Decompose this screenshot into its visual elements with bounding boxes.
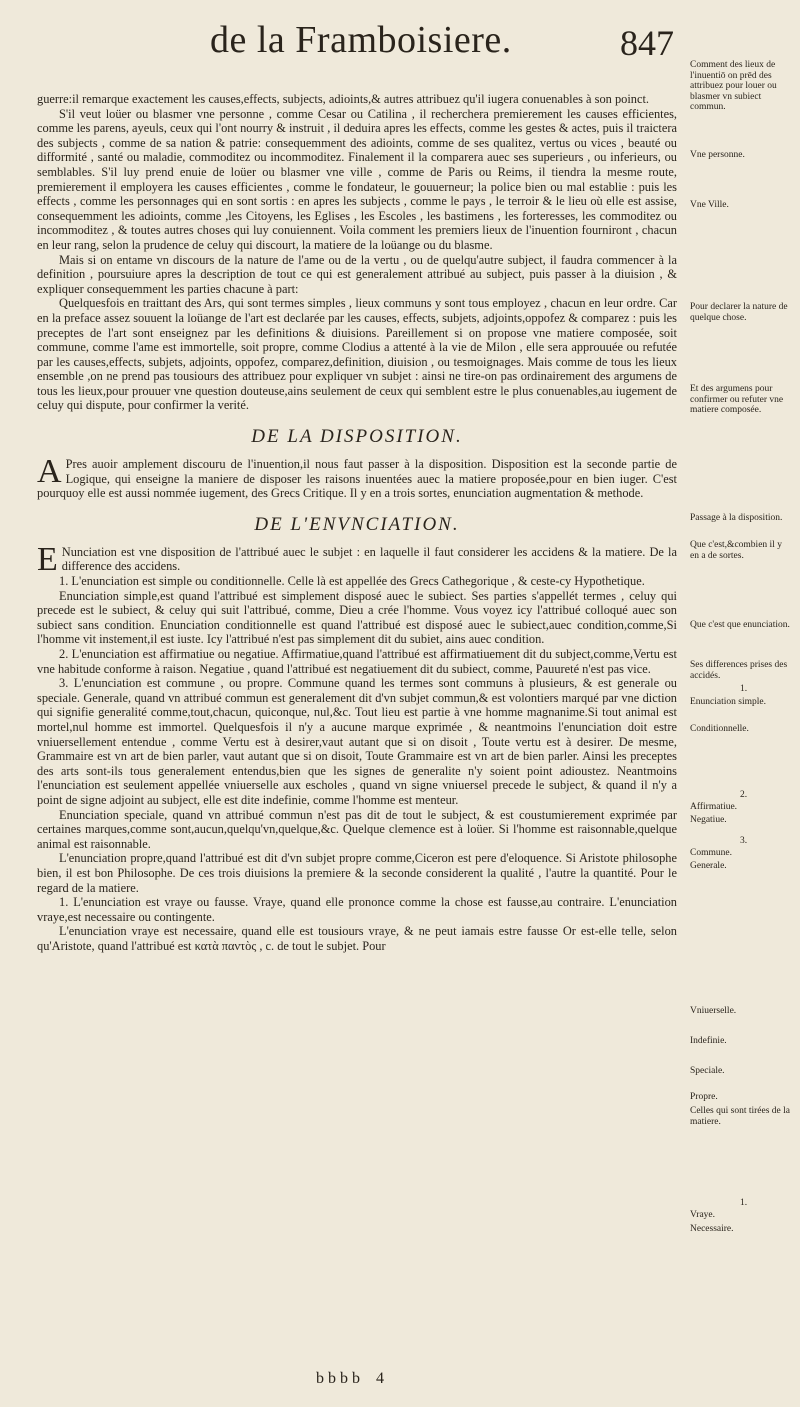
margin-note: Propre.: [690, 1092, 718, 1102]
section-heading-disposition: DE LA DISPOSITION.: [251, 426, 463, 448]
margin-note: Ses differences prises des accidés.: [690, 660, 788, 681]
paragraph: 2. L'enunciation est affirmatiue ou negatiue. Affirmatiue,quand l'attribué est affirmatiuement dit du subject,comme,Vertu est vne habitude conforme à raison. Negatiue , quand l'attribué est negatiuement dit du subiect, comme, Pauureté n'est pas vice.: [37, 647, 677, 676]
main-text-column: [37, 92, 677, 953]
paragraph: Enunciation simple,est quand l'attribué est simplement disposé auec le subiect. Ses parties s'appellét termes , celuy qui precede est le subiect, & celuy qui suit l'attribué, comme, Dieu a crée l'homme. Vous voyez icy l'attribué colloqué auec son subiect sans condition. Enunciation conditionnelle est quand l'attribué est disposé auec le subiect,auec condition,comme,Si l'homme vit instement,il est iuste. Icy l'attribué n'est pas simplement dit du subiet, ains auec condition.: [37, 588, 677, 647]
section-heading-enunciation: DE L'ENVNCIATION.: [254, 513, 460, 535]
margin-note: Necessaire.: [690, 1224, 734, 1234]
margin-notes: [690, 0, 795, 1407]
paragraph: 1. L'enunciation est simple ou conditionnelle. Celle là est appellée des Grecs Cathegorique , & ceste-cy Hypothetique.: [59, 574, 645, 589]
running-title: de la Framboisiere.: [210, 19, 512, 61]
margin-note: Que c'est que enunciation.: [690, 620, 790, 630]
margin-note: Commune.: [690, 848, 732, 858]
page-header: [0, 18, 800, 78]
margin-note: Celles qui sont tirées de la matiere.: [690, 1106, 790, 1127]
margin-note: Vne Ville.: [690, 200, 729, 210]
paragraph: guerre:il remarque exactement les causes,effects, subjects, adioints,& autres attribuez qu'il iugera conuenables à son poinct.: [37, 92, 650, 106]
paragraph: Mais si on entame vn discours de la nature de l'ame ou de la vertu , ou de quelqu'autre subject, il faudra commencer à la definition , poursuiure apres la description de tout ce qui est generalement attribué au subject, puis passer à la diuision , & expliquer consequemment les parties chacune à part:: [37, 252, 677, 296]
margin-note: Generale.: [690, 861, 727, 871]
printer-signature: [316, 1370, 388, 1388]
margin-note: Pour declarer la nature de quelque chose.: [690, 302, 788, 323]
paragraph: 3. L'enunciation est commune , ou propre. Commune quand les termes sont communs à plusieurs, & est generale ou speciale. Generale, quand vn attribué commun est generalement dit d'vn subjet commun,& est volontiers marqué par vne diction qui signifie generalité comme,tout,chacun, quiconque, nul,&c. Tout lieu est partie à vne homme magnanime.Si tout animal est mortel,nul homme est immortel. Quelquesfois il n'y a aucune marque exprimée , & neantmoins l'enunciation doit estre vniuersellement entendue , comme Vertu est à desirer,vaut autant que si on disoit , Toute vertu est à desirer. De mesme, Grammaire est vn art de bien parler, vaut autant que si on disoit, Toute Grammaire est vn art de bien parler. Ainsi les preceptes des arts sont-ils tous generalement entendus,bien que les signes de generalite n'y soient point adioustez. Neantmoins l'enunciation est seulement appellée vniuerselle aux escholes , quand vn signe vniuersel precede le subject, & quand il n'y a point de signe adjoint au subject, elle est dite indefinie, comme l'homme est menteur.: [37, 676, 677, 807]
margin-note: Passage à la disposition.: [690, 513, 783, 523]
paragraph: 1. L'enunciation est vraye ou fausse. Vraye, quand elle prononce comme la chose est fausse,au contraire. L'enunciation vraye,est necessaire ou contingente.: [37, 895, 677, 924]
signature-number: 4: [376, 1370, 388, 1387]
paragraph: Quelquesfois en traittant des Ars, qui sont termes simples , lieux communs y sont tous employez , chacun en leur ordre. Car en la preface assez souuent la loüange de l'art est declarée par les causes, effects, subjets, adjoints,oppofez & comparez : puis les preceptes de l'art sont enseignez par les definitions & diuisions. Pareillement si on propose vne matiere composée, soit commune, comme l'ame est immortelle, soit propre, comme Clodius a attenté à la vie de Milon , elle sera approuuée ou refutée par les causes,effects, subjets, adjoints, oppofez, comparez,definition, diuision , ou tesmoignages. Mais comme de tous les lieux ensemble ,on ne prend pas tousiours des attribuez pour expliquer vn subjet : ainsi ne tire-on pas ordinairement des argumens de tous les lieux,pour prouuer vne question douteuse,ains seulement de ceux qui semblent estre le plus conuenables,au iugement de celuy qui dispute, pour confirmer la verité.: [37, 296, 677, 413]
paragraph: L'enunciation vraye est necessaire, quand elle est tousiours vraye, & ne peut iamais estre fausse Or est-elle telle, selon qu'Aristote, quand l'attribué est κατὰ παντὸς , c. de tout le subjet. Pour: [37, 924, 677, 953]
paragraph: ENunciation est vne disposition de l'attribué auec le subjet : en laquelle il faut considerer les accidens & la matiere. De la difference des accidens.: [37, 540, 677, 578]
margin-note: 3.: [740, 836, 748, 846]
margin-note: Que c'est,&combien il y en a de sortes.: [690, 540, 782, 561]
paragraph: Enunciation speciale, quand vn attribué commun n'est pas dit de tout le subject, & est coustumierement exprimée par certaines marques,comme sont,aucun,quelqu'vn,quelque,&c. Quelque clemence est à loüer. Si l'homme est raisonnable,quelque animal est raisonnable.: [37, 807, 677, 851]
margin-note: Indefinie.: [690, 1036, 727, 1046]
paragraph: APres auoir amplement discouru de l'inuention,il nous faut passer à la disposition. Disposition est la seconde partie de Logique, qui enseigne la maniere de disposer les raisons inuentées auec la matiere proposée,pour en bien iuger. C'est pourquoy elle est aussi nommée iugement, des Grecs Critique. Il y en a trois sortes, enunciation augmentation & methode.: [37, 453, 677, 501]
margin-note: Et des argumens pour confirmer ou refuter vne matiere composée.: [690, 384, 784, 416]
margin-note: Vne personne.: [690, 150, 745, 160]
margin-note: Speciale.: [690, 1066, 725, 1076]
margin-note: 1.: [740, 684, 748, 694]
margin-note: Conditionnelle.: [690, 724, 749, 734]
margin-note: Enunciation simple.: [690, 697, 766, 707]
margin-note: Negatiue.: [690, 815, 727, 825]
margin-note: 2.: [740, 790, 748, 800]
margin-note: Affirmatiue.: [690, 802, 738, 812]
margin-note: Vniuerselle.: [690, 1006, 737, 1016]
margin-note: Vraye.: [690, 1210, 716, 1220]
margin-note: 1.: [740, 1198, 748, 1208]
paragraph: S'il veut loüer ou blasmer vne personne , comme Cesar ou Catilina , il recherchera premierement les causes efficientes, comme les parens, ayeuls, ceux qui l'ont nourry & instruit , il deduira apres les effects, comme les gestes & actes, puis il traictera des subjects , comme de sa nation & patrie: consequemment des adioints, comme de ses qualitez, vertus ou vices , beauté ou difformité , santé ou maladie, commoditez ou incommoditez. Finalement il la comparera auec ses superieurs , ou inferieurs, ou semblables. S'il luy prend enuie de loüer ou blasmer vne ville , comme de Paris ou Reims, il tiendra la mesme route, premierement il employera les causes efficientes , comme le fondateur, le gouuerneur; la police bien ou mal establie : puis les effects , comme les personnages qui en sont sortis : en apres les subjects , comme le pays , le terroir & le lieu où elle est assise, consequemment les adioints, comme ,les Citoyens, les Eglises , les Escoles , les bastimens , les forteresses, les commoditez ou incommoditez , & toutes autres choses qui luy conuiennent. Voila comment les premiers lieux de l'inuention fourniront , chacun en leur rang, selon la prudence de celuy qui discourt, la matiere de la loüange ou du blasme.: [37, 106, 677, 252]
paragraph: L'enunciation propre,quand l'attribué est dit d'vn subjet propre comme,Ciceron est pere d'eloquence. Si Aristote philosophe bien, il est bon Philosophe. De ces trois diuisions la premiere & la seconde considerent la qualité , l'autre la quantité. Pour le regard de la matiere.: [37, 851, 677, 895]
page-number: 847: [620, 23, 674, 63]
margin-note: Comment des lieux de l'inuentiō on prēd des attribuez pour louer ou blasmer vn subiect commun.: [690, 60, 777, 113]
signature-mark: bbbb: [316, 1370, 364, 1387]
